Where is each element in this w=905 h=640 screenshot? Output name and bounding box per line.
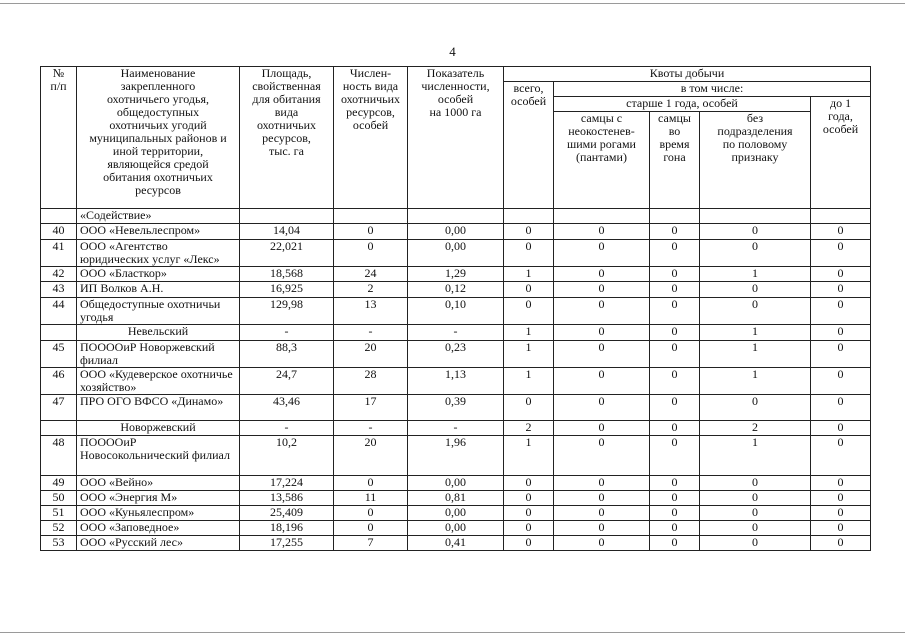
cell-m2: 0 xyxy=(650,325,700,341)
cell-area: 24,7 xyxy=(240,368,334,395)
cell-m1: 0 xyxy=(554,224,650,240)
cell-density: 1,96 xyxy=(408,436,504,476)
cell-u1: 0 xyxy=(811,476,871,491)
cell-total: 0 xyxy=(504,536,554,551)
cell-name: ООО «Кудеверское охотничье хозяйство» xyxy=(77,368,240,395)
cell-ns: 0 xyxy=(700,521,811,536)
cell-u1: 0 xyxy=(811,491,871,506)
cell-num: 48 xyxy=(41,436,77,476)
cell-total: 0 xyxy=(504,224,554,240)
cell-name: ООО «Вейно» xyxy=(77,476,240,491)
cell-count: 7 xyxy=(334,536,408,551)
cell-density: 0,39 xyxy=(408,395,504,421)
cell-ns: 0 xyxy=(700,282,811,298)
cell-name: ООО «Заповедное» xyxy=(77,521,240,536)
cell-m2: 0 xyxy=(650,282,700,298)
cell-density: 0,10 xyxy=(408,298,504,325)
cell-count: 0 xyxy=(334,521,408,536)
cell-ns xyxy=(700,209,811,224)
cell-ns: 0 xyxy=(700,240,811,267)
cell-count xyxy=(334,209,408,224)
cell-m1: 0 xyxy=(554,240,650,267)
cell-total xyxy=(504,209,554,224)
table-row xyxy=(41,341,871,368)
header-num: № п/п xyxy=(41,67,77,209)
cell-num: 49 xyxy=(41,476,77,491)
table-row xyxy=(41,491,871,506)
cell-area: 88,3 xyxy=(240,341,334,368)
header-density: Показатель численности, особей на 1000 га xyxy=(408,67,504,209)
header-area: Площадь, свойственная для обитания вида охотничьих ресурсов, тыс. га xyxy=(240,67,334,209)
cell-m1: 0 xyxy=(554,341,650,368)
cell-area: 17,255 xyxy=(240,536,334,551)
cell-u1: 0 xyxy=(811,436,871,476)
cell-count: 0 xyxy=(334,476,408,491)
cell-ns: 2 xyxy=(700,421,811,436)
cell-ns: 1 xyxy=(700,368,811,395)
cell-total: 0 xyxy=(504,476,554,491)
cell-m1: 0 xyxy=(554,298,650,325)
cell-u1: 0 xyxy=(811,282,871,298)
cell-u1 xyxy=(811,209,871,224)
header-no-sex: без подразделения по половому признаку xyxy=(700,112,811,209)
cell-name: ПРО ОГО ВФСО «Динамо» xyxy=(77,395,240,421)
cell-m2: 0 xyxy=(650,421,700,436)
cell-area: 18,196 xyxy=(240,521,334,536)
cell-name: ООО «Русский лес» xyxy=(77,536,240,551)
cell-density: - xyxy=(408,421,504,436)
cell-count: 0 xyxy=(334,224,408,240)
cell-density: - xyxy=(408,325,504,341)
cell-m2: 0 xyxy=(650,436,700,476)
cell-m1: 0 xyxy=(554,395,650,421)
cell-area: 129,98 xyxy=(240,298,334,325)
cell-name: ООО «Невельлеспром» xyxy=(77,224,240,240)
cell-m1: 0 xyxy=(554,491,650,506)
cell-name: Невельский xyxy=(77,325,240,341)
cell-count: 13 xyxy=(334,298,408,325)
cell-num: 52 xyxy=(41,521,77,536)
cell-num: 47 xyxy=(41,395,77,421)
cell-u1: 0 xyxy=(811,506,871,521)
cell-total: 0 xyxy=(504,521,554,536)
cell-num xyxy=(41,209,77,224)
cell-total: 1 xyxy=(504,267,554,282)
cell-name: ПОООOиР Новосокольнический филиал xyxy=(77,436,240,476)
table-row xyxy=(41,224,871,240)
cell-ns: 0 xyxy=(700,491,811,506)
cell-area: 43,46 xyxy=(240,395,334,421)
cell-density: 0,12 xyxy=(408,282,504,298)
header-total: всего, особей xyxy=(504,82,554,209)
cell-name: ООО «Энергия М» xyxy=(77,491,240,506)
cell-area: 13,586 xyxy=(240,491,334,506)
cell-num: 45 xyxy=(41,341,77,368)
header-under1: до 1 года, особей xyxy=(811,97,871,209)
cell-m1: 0 xyxy=(554,368,650,395)
cell-name: «Содействие» xyxy=(77,209,240,224)
cell-name: ИП Волков А.Н. xyxy=(77,282,240,298)
cell-area: 14,04 xyxy=(240,224,334,240)
cell-m2: 0 xyxy=(650,491,700,506)
cell-area: 22,021 xyxy=(240,240,334,267)
cell-m1: 0 xyxy=(554,521,650,536)
header-count: Числен- ность вида охотничьих ресурсов, особей xyxy=(334,67,408,209)
cell-count: 0 xyxy=(334,506,408,521)
page-number: 4 xyxy=(449,44,456,59)
cell-m1: 0 xyxy=(554,267,650,282)
cell-total: 0 xyxy=(504,240,554,267)
cell-num: 46 xyxy=(41,368,77,395)
cell-u1: 0 xyxy=(811,240,871,267)
cell-num: 51 xyxy=(41,506,77,521)
cell-u1: 0 xyxy=(811,536,871,551)
cell-name: ООО «Бласткор» xyxy=(77,267,240,282)
cell-m2: 0 xyxy=(650,506,700,521)
table-row xyxy=(41,209,871,224)
cell-ns: 1 xyxy=(700,267,811,282)
cell-area: - xyxy=(240,325,334,341)
cell-ns: 0 xyxy=(700,476,811,491)
cell-count: 11 xyxy=(334,491,408,506)
cell-num: 44 xyxy=(41,298,77,325)
cell-total: 2 xyxy=(504,421,554,436)
table-row xyxy=(41,476,871,491)
cell-ns: 1 xyxy=(700,341,811,368)
cell-density: 0,23 xyxy=(408,341,504,368)
cell-m2: 0 xyxy=(650,521,700,536)
table-row xyxy=(41,368,871,395)
table-row xyxy=(41,521,871,536)
cell-area: 25,409 xyxy=(240,506,334,521)
cell-area: 16,925 xyxy=(240,282,334,298)
cell-density: 0,81 xyxy=(408,491,504,506)
cell-total: 0 xyxy=(504,298,554,325)
cell-u1: 0 xyxy=(811,267,871,282)
cell-area: 18,568 xyxy=(240,267,334,282)
cell-m2: 0 xyxy=(650,341,700,368)
cell-density: 0,41 xyxy=(408,536,504,551)
cell-density: 0,00 xyxy=(408,224,504,240)
header-males-antlers: самцы с неокостенев- шими рогами (пантами) xyxy=(554,112,650,209)
cell-u1: 0 xyxy=(811,298,871,325)
table-row xyxy=(41,282,871,298)
cell-num: 43 xyxy=(41,282,77,298)
cell-total: 0 xyxy=(504,395,554,421)
cell-m2: 0 xyxy=(650,224,700,240)
cell-total: 0 xyxy=(504,506,554,521)
cell-total: 0 xyxy=(504,491,554,506)
cell-count: 20 xyxy=(334,436,408,476)
cell-num: 42 xyxy=(41,267,77,282)
cell-density xyxy=(408,209,504,224)
cell-num: 53 xyxy=(41,536,77,551)
header-older: старше 1 года, особей xyxy=(554,97,811,112)
header-including: в том числе: xyxy=(554,82,871,97)
cell-u1: 0 xyxy=(811,521,871,536)
cell-count: 17 xyxy=(334,395,408,421)
cell-num: 41 xyxy=(41,240,77,267)
cell-density: 0,00 xyxy=(408,521,504,536)
table-row xyxy=(41,436,871,476)
cell-count: - xyxy=(334,421,408,436)
cell-m1: 0 xyxy=(554,506,650,521)
subtotal-row xyxy=(41,421,871,436)
table-body xyxy=(41,209,871,551)
cell-area: 10,2 xyxy=(240,436,334,476)
header-name: Наименование закрепленного охотничьего угодья, общедоступных охотничьих угодий муниципальных районов и иной территории, являющейся средой обитания охотничьих ресурсов xyxy=(77,67,240,209)
cell-m1: 0 xyxy=(554,325,650,341)
cell-ns: 1 xyxy=(700,436,811,476)
cell-total: 1 xyxy=(504,436,554,476)
cell-name: Общедоступные охотничьи угодья xyxy=(77,298,240,325)
table-row xyxy=(41,536,871,551)
cell-total: 1 xyxy=(504,325,554,341)
cell-total: 1 xyxy=(504,368,554,395)
cell-u1: 0 xyxy=(811,395,871,421)
table-row xyxy=(41,267,871,282)
cell-m1: 0 xyxy=(554,282,650,298)
cell-m2: 0 xyxy=(650,476,700,491)
cell-area: - xyxy=(240,421,334,436)
cell-u1: 0 xyxy=(811,325,871,341)
cell-count: 2 xyxy=(334,282,408,298)
cell-num xyxy=(41,421,77,436)
cell-m2 xyxy=(650,209,700,224)
cell-ns: 0 xyxy=(700,395,811,421)
cell-total: 1 xyxy=(504,341,554,368)
subtotal-row xyxy=(41,325,871,341)
cell-density: 1,13 xyxy=(408,368,504,395)
cell-u1: 0 xyxy=(811,341,871,368)
cell-num: 50 xyxy=(41,491,77,506)
table-row xyxy=(41,395,871,421)
cell-count: 20 xyxy=(334,341,408,368)
cell-m1 xyxy=(554,209,650,224)
cell-area: 17,224 xyxy=(240,476,334,491)
table-row xyxy=(41,298,871,325)
cell-u1: 0 xyxy=(811,421,871,436)
cell-m2: 0 xyxy=(650,536,700,551)
cell-ns: 0 xyxy=(700,298,811,325)
cell-density: 0,00 xyxy=(408,240,504,267)
cell-total: 0 xyxy=(504,282,554,298)
cell-m2: 0 xyxy=(650,395,700,421)
table-row xyxy=(41,240,871,267)
cell-count: 24 xyxy=(334,267,408,282)
cell-count: 0 xyxy=(334,240,408,267)
cell-density: 0,00 xyxy=(408,476,504,491)
cell-m1: 0 xyxy=(554,476,650,491)
cell-area xyxy=(240,209,334,224)
cell-m1: 0 xyxy=(554,436,650,476)
header-males-rut: самцы во время гона xyxy=(650,112,700,209)
cell-num xyxy=(41,325,77,341)
cell-m2: 0 xyxy=(650,298,700,325)
cell-num: 40 xyxy=(41,224,77,240)
cell-name: ПОООOиР Новоржевский филиал xyxy=(77,341,240,368)
cell-ns: 0 xyxy=(700,536,811,551)
quota-table xyxy=(40,66,871,551)
table-row xyxy=(41,506,871,521)
cell-ns: 0 xyxy=(700,506,811,521)
cell-m1: 0 xyxy=(554,536,650,551)
cell-m1: 0 xyxy=(554,421,650,436)
cell-name: ООО «Агентство юридических услуг «Лекс» xyxy=(77,240,240,267)
cell-u1: 0 xyxy=(811,224,871,240)
cell-name: ООО «Куньялеспром» xyxy=(77,506,240,521)
cell-ns: 1 xyxy=(700,325,811,341)
cell-ns: 0 xyxy=(700,224,811,240)
cell-density: 0,00 xyxy=(408,506,504,521)
cell-count: - xyxy=(334,325,408,341)
scan-edge-bottom xyxy=(0,632,905,633)
cell-density: 1,29 xyxy=(408,267,504,282)
scan-edge-top xyxy=(0,3,905,4)
cell-count: 28 xyxy=(334,368,408,395)
cell-name: Новоржевский xyxy=(77,421,240,436)
cell-m2: 0 xyxy=(650,267,700,282)
header-quotas: Квоты добычи xyxy=(504,67,871,82)
cell-u1: 0 xyxy=(811,368,871,395)
cell-m2: 0 xyxy=(650,240,700,267)
cell-m2: 0 xyxy=(650,368,700,395)
